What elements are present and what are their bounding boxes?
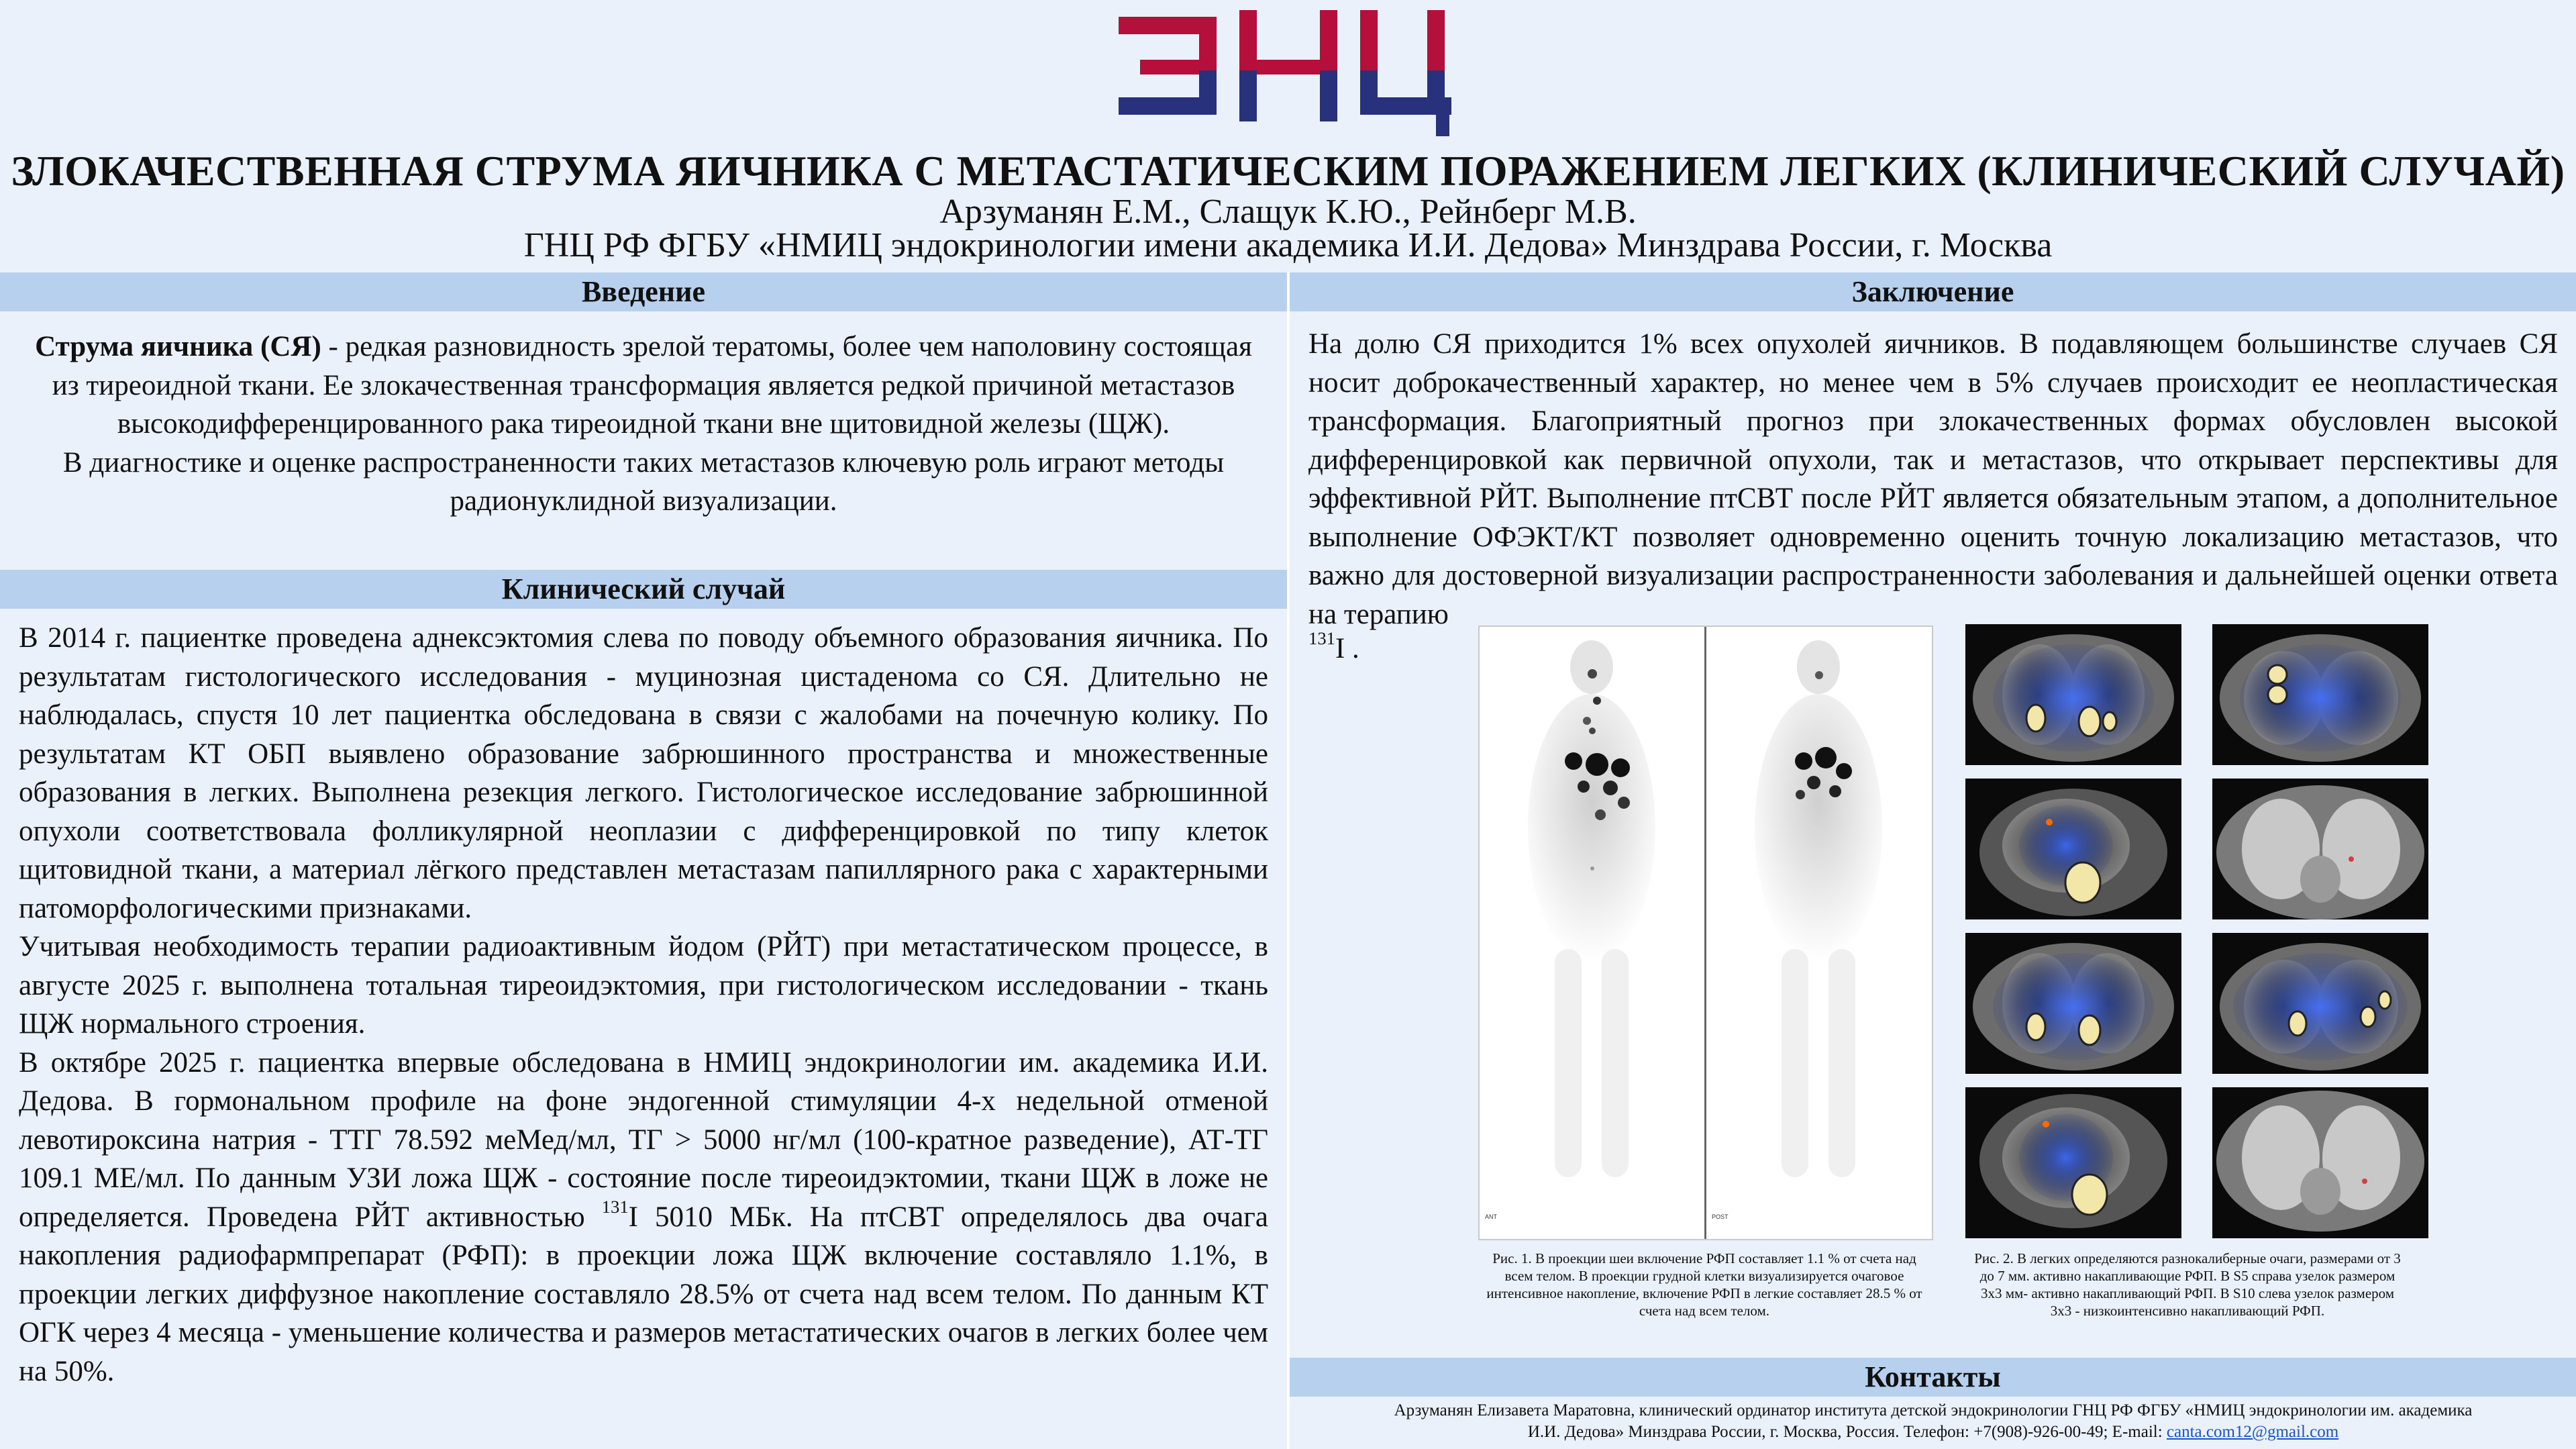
poster-title: ЗЛОКАЧЕСТВЕННАЯ СТРУМА ЯИЧНИКА С МЕТАСТАТИЧЕСКИМ ПОРАЖЕНИЕМ ЛЕГКИХ (КЛИНИЧЕСКИЙ СЛУЧАЙ) <box>11 147 2565 195</box>
isotope-superscript: 131 <box>601 1196 629 1217</box>
column-divider <box>1287 272 1290 1449</box>
ct-cell-1 <box>1965 624 2181 765</box>
ct-cell-6 <box>2212 933 2428 1074</box>
case-paragraph-2: Учитывая необходимость терапии радиоактивным йодом (РЙТ) при метастатическом процессе, в августе 2025 г. выполнена тотальная тиреоидэктомия, при гистологическом исследовании - ткань ЩЖ нормального строения. <box>19 931 1268 1040</box>
intro-bold-lead: Струма яичника (СЯ) <box>35 331 321 362</box>
intro-text-1: - редкая разновидность зрелой тератомы, более чем наполовину состоящая из тиреоидной ткани. Ее злокачественная трансформация является редкой причиной метастазов высокодифференцированного рака тиреоидной ткани вне щитовидной железы (ЩЖ). <box>52 331 1252 440</box>
spect-ct-figure <box>1965 624 2428 1242</box>
case-paragraph-3b: I 5010 МБк. На птСВТ определялось два очага накопления радиофармпрепарат (РФП): в проекции ложа ЩЖ включение составляло 1.1%, в проекции легких диффузное накопление составляло 28.5% от счета над всем телом. По данным КТ ОГК через 4 месяца - уменьшение количества и размеров метастатических очагов в легких более чем на 50%. <box>19 1201 1268 1387</box>
case-paragraph-3 <box>19 1044 1268 1391</box>
contacts-line-2: И.И. Дедова» Минздрава России, г. Москва, Россия. Телефон: +7(908)-926-00-49; E-mail: <box>1527 1423 2167 1441</box>
conclusion-tail-text: I . <box>1335 633 1359 664</box>
conclusion-text: На долю СЯ приходится 1% всех опухолей яичников. В подавляющем большинстве случаев СЯ носит доброкачественный характер, но менее чем в 5% случаев происходит ее неопластическая трансформация. Благоприятный прогноз при злокачественных формах обусловлен высокой дифференцировкой как первичной опухоли, так и метастазов, что открывает перспективы для эффективной РЙТ. Выполнение птСВТ после РЙТ является обязательным этапом, а дополнительное выполнение ОФЭКТ/КТ позволяет одновременно оценить точную локализацию метастазов, что важно для достоверной визуализации распространенности заболевания и дальнейшей оценки ответа на терапию <box>1308 328 2558 630</box>
contacts-line-1: Арзуманян Елизавета Маратовна, клинический ординатор института детской эндокринологии ГНЦ РФ ФГБУ «НМИЦ эндокринологии им. академика <box>1394 1401 2473 1419</box>
ct-cell-8 <box>2212 1087 2428 1238</box>
section-heading-case: Клинический случай <box>0 570 1287 609</box>
conclusion-tail <box>1308 628 1359 665</box>
spect-ct-grid <box>1965 624 2428 1242</box>
ct-cell-5 <box>1965 933 2181 1074</box>
case-paragraph-3a: В октябре 2025 г. пациентка впервые обследована в НМИЦ эндокринологии им. академика И.И. Дедова. В гормональном профиле на фоне эндогенной стимуляции 4-х недельной отменой левотироксина натрия - ТТГ 78.592 меМед/мл, ТГ > 5000 нг/мл (100-кратное разведение), АТ-ТГ 109.1 МЕ/мл. По данным УЗИ ложа ЩЖ - состояние после тиреоидэктомии, ткани ЩЖ в ложе не определяется. Проведена РЙТ активностью <box>19 1046 1268 1233</box>
section-heading-contacts: Контакты <box>1290 1358 2576 1397</box>
contacts-text <box>1308 1400 2558 1443</box>
email-link[interactable]: canta.com12@gmail.com <box>2166 1423 2339 1441</box>
enc-logo <box>1107 5 1456 150</box>
section-heading-intro: Введение <box>0 272 1287 311</box>
ct-cell-7 <box>1965 1087 2181 1238</box>
ct-cell-2 <box>2212 624 2428 765</box>
scan-label-posterior: POST <box>1712 1213 1729 1220</box>
affiliation: ГНЦ РФ ФГБУ «НМИЦ эндокринологии имени академика И.И. Дедова» Минздрава России, г. Москва <box>523 226 2053 264</box>
isotope-superscript: 131 <box>1308 628 1335 649</box>
ct-cell-3 <box>1965 779 2181 919</box>
scan-label-anterior: ANT <box>1485 1213 1497 1220</box>
intro-text-2: В диагностике и оценке распространенности таких метастазов ключевую роль играют методы радионуклидной визуализации. <box>62 446 1225 517</box>
case-text <box>19 619 1268 1391</box>
section-heading-conclusion: Заключение <box>1290 272 2576 311</box>
whole-body-scan-posterior <box>1706 627 1930 1239</box>
figure-1-caption: Рис. 1. В проекции шеи включение РФП составляет 1.1 % от счета над всем телом. В проекции грудной клетки визуализируется очаговое интенсивное накопление, включение РФП в легкие составляет 28.5 % от счета над всем телом. <box>1486 1250 1922 1319</box>
authors: Арзуманян Е.М., Слащук К.Ю., Рейнберг М.В. <box>939 193 1637 231</box>
case-paragraph-1: В 2014 г. пациентке проведена аднексэктомия слева по поводу объемного образования яичника. По результатам гистологического исследования - муцинозная цистаденома со СЯ. Длительно не наблюдалась, спустя 10 лет пациентка обследована в связи с жалобами на почечную колику. По результатам КТ ОБП выявлено образование забрюшинного пространства и множественные образования в легких. Выполнена резекция легкого. Гистологическое исследование забрюшинной опухоли соответствовала фолликулярной неоплазии с дифференцировкой по типу клеток щитовидной ткани, а материал лёгкого представлен метастазам папиллярного рака с характерными патоморфологическими признаками. <box>19 622 1268 924</box>
whole-body-scan-anterior <box>1480 627 1704 1239</box>
intro-text <box>20 328 1267 521</box>
figure-2-caption: Рис. 2. В легких определяются разнокалиберные очаги, размерами от 3 до 7 мм. активно накапливающие РФП. В S5 справа узелок размером 3x3 мм- активно накапливающий РФП. В S10 слева узелок размером 3x3 - низкоинтенсивно накапливающий РФП. <box>1974 1250 2401 1319</box>
ct-cell-4 <box>2212 779 2428 919</box>
whole-body-scan-figure <box>1478 626 1933 1240</box>
